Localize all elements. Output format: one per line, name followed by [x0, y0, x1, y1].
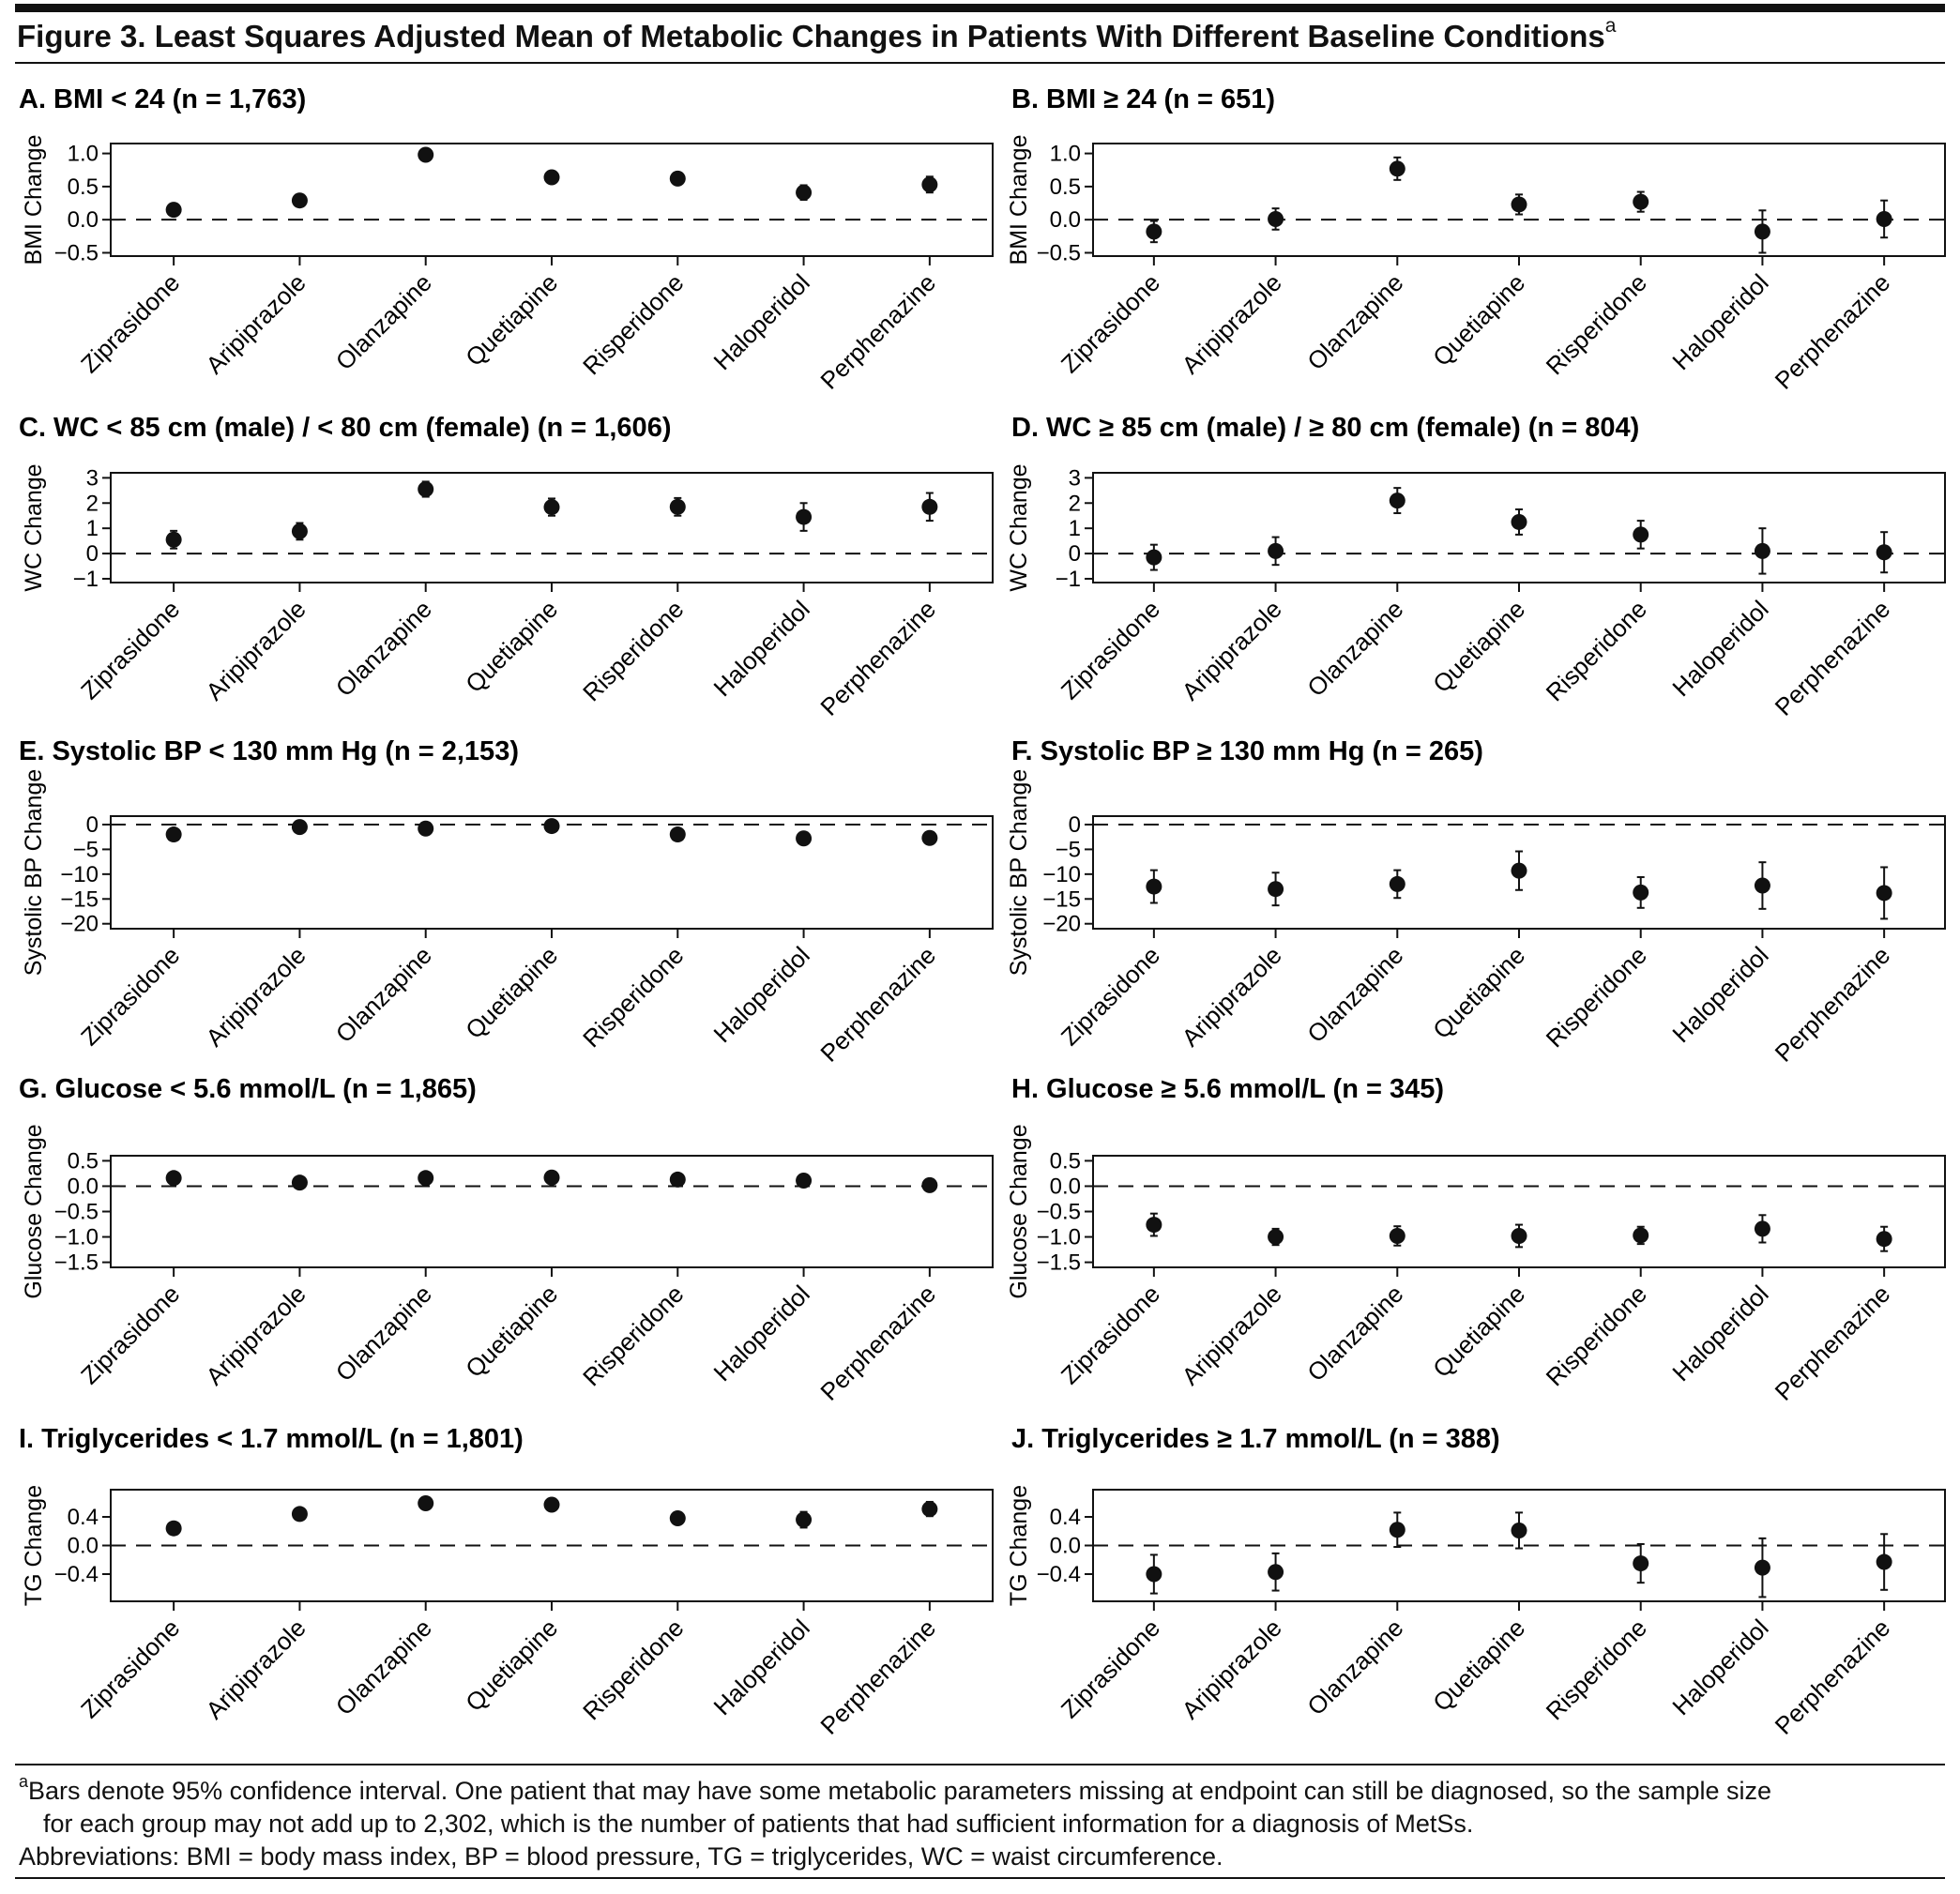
x-tick-label: Quetiapine: [460, 941, 564, 1045]
x-tick-label: Ziprasidone: [75, 1280, 186, 1390]
data-point: [1512, 1228, 1527, 1244]
data-point: [1146, 223, 1162, 239]
y-tick-label: −0.5: [53, 1199, 99, 1225]
data-point: [1146, 1217, 1162, 1233]
x-tick-label: Risperidone: [577, 941, 690, 1053]
y-tick-label: −0.5: [1036, 240, 1081, 266]
panel-title: C. WC < 85 cm (male) / < 80 cm (female) (n = 1,606): [19, 413, 672, 443]
y-tick-label: −5: [1055, 837, 1081, 863]
x-tick-label: Perphenazine: [1769, 595, 1896, 721]
x-tick-label: Olanzapine: [329, 1614, 437, 1721]
data-point: [921, 176, 937, 192]
data-point: [1390, 1228, 1405, 1244]
data-point: [292, 192, 308, 208]
data-point: [166, 532, 182, 548]
x-tick-label: Ziprasidone: [75, 1614, 186, 1724]
y-axis-title: BMI Change: [21, 134, 47, 265]
footnote-line-2: for each group may not add up to 2,302, which is the number of patients that had sufficient information for a diagnosis of MetSs.: [43, 1810, 1474, 1838]
y-axis-title: WC Change: [21, 463, 47, 592]
data-point: [1755, 878, 1770, 894]
x-tick-label: Haloperidol: [707, 1614, 815, 1721]
data-point: [292, 1506, 308, 1522]
y-tick-label: 0.5: [1049, 1148, 1081, 1174]
y-tick-label: 0: [1068, 541, 1081, 568]
x-tick-label: Risperidone: [577, 595, 690, 707]
data-point: [1268, 1229, 1284, 1245]
data-point: [670, 826, 686, 842]
data-point: [921, 499, 937, 515]
y-tick-label: −1: [72, 566, 99, 592]
data-point: [1755, 223, 1770, 239]
data-point: [418, 481, 433, 497]
figure-title-text: Figure 3. Least Squares Adjusted Mean of Metabolic Changes in Patients With Different Baseline Conditions: [17, 19, 1605, 53]
y-tick-label: −1.5: [1036, 1250, 1081, 1276]
y-tick-label: −15: [1042, 886, 1081, 913]
x-tick-label: Quetiapine: [460, 1280, 564, 1384]
x-tick-label: Perphenazine: [814, 595, 942, 721]
data-point: [292, 819, 308, 835]
x-tick-label: Ziprasidone: [75, 941, 186, 1052]
data-point: [418, 1495, 433, 1511]
x-tick-label: Risperidone: [1540, 1614, 1652, 1726]
plot-frame: [111, 473, 993, 583]
data-point: [1146, 1567, 1162, 1583]
data-point: [1268, 543, 1284, 559]
data-point: [1755, 1560, 1770, 1576]
data-point: [1755, 543, 1770, 559]
x-tick-label: Haloperidol: [707, 1280, 815, 1387]
footnote-line-1: Bars denote 95% confidence interval. One patient that may have some metabolic parameters missing at endpoint can still be diagnosed, so the sample size: [28, 1777, 1772, 1805]
panel-title: A. BMI < 24 (n = 1,763): [19, 84, 307, 114]
data-point: [921, 830, 937, 846]
y-tick-label: −20: [1042, 911, 1081, 937]
data-point: [544, 1497, 560, 1513]
x-tick-label: Ziprasidone: [75, 268, 186, 379]
x-tick-label: Ziprasidone: [75, 595, 186, 705]
x-tick-label: Olanzapine: [1301, 595, 1409, 703]
y-tick-label: −15: [60, 886, 99, 913]
data-point: [544, 818, 560, 834]
data-point: [166, 1170, 182, 1186]
x-tick-label: Risperidone: [1540, 595, 1652, 707]
data-point: [921, 1177, 937, 1193]
data-point: [796, 1512, 812, 1528]
footnote-top-rule: [15, 1764, 1945, 1765]
y-tick-label: 0.0: [1049, 1533, 1081, 1559]
x-tick-label: Olanzapine: [1301, 1614, 1409, 1721]
x-tick-label: Quetiapine: [460, 595, 564, 699]
x-tick-label: Quetiapine: [1427, 1614, 1531, 1718]
footnote: [19, 1768, 1933, 1873]
data-point: [670, 499, 686, 515]
panel-title: G. Glucose < 5.6 mmol/L (n = 1,865): [19, 1074, 477, 1104]
data-point: [418, 821, 433, 837]
y-tick-label: 0.5: [1049, 174, 1081, 200]
x-tick-label: Aripiprazole: [200, 268, 311, 380]
panel-title: H. Glucose ≥ 5.6 mmol/L (n = 345): [1011, 1074, 1444, 1104]
x-tick-label: Haloperidol: [707, 268, 815, 376]
x-tick-label: Risperidone: [577, 1614, 690, 1726]
data-point: [1876, 1554, 1892, 1570]
panel-f: [1006, 736, 1945, 1068]
plot-frame: [111, 144, 993, 256]
data-point: [418, 147, 433, 163]
y-tick-label: 0.0: [67, 1533, 99, 1559]
plot-frame: [1093, 1156, 1945, 1267]
y-axis-title: Systolic BP Change: [21, 768, 47, 977]
x-tick-label: Olanzapine: [329, 595, 437, 703]
x-tick-label: Perphenazine: [814, 268, 942, 395]
x-tick-label: Quetiapine: [460, 1614, 564, 1718]
data-point: [1512, 1523, 1527, 1538]
data-point: [1390, 876, 1405, 892]
x-tick-label: Quetiapine: [1427, 941, 1531, 1045]
data-point: [1512, 196, 1527, 212]
panel-i: [19, 1424, 993, 1740]
footnote-bottom-rule: [15, 1877, 1945, 1879]
x-tick-label: Aripiprazole: [200, 595, 311, 706]
x-tick-label: Risperidone: [1540, 941, 1652, 1053]
x-tick-label: Perphenazine: [1769, 941, 1896, 1068]
x-tick-label: Aripiprazole: [1176, 1614, 1287, 1725]
data-point: [1876, 211, 1892, 227]
x-tick-label: Haloperidol: [1666, 941, 1774, 1049]
y-tick-label: 0: [85, 541, 99, 568]
panel-b: [1006, 84, 1945, 395]
y-tick-label: −0.5: [53, 240, 99, 266]
y-tick-label: 0.0: [1049, 207, 1081, 234]
data-point: [796, 509, 812, 525]
data-point: [166, 1521, 182, 1537]
footnote-marker: a: [19, 1772, 29, 1791]
y-tick-label: −1: [1055, 566, 1081, 592]
data-point: [1512, 514, 1527, 530]
x-tick-label: Aripiprazole: [200, 1614, 311, 1725]
data-point: [670, 1172, 686, 1188]
data-point: [166, 202, 182, 218]
panel-title: D. WC ≥ 85 cm (male) / ≥ 80 cm (female) (n = 804): [1011, 413, 1640, 443]
x-tick-label: Haloperidol: [707, 595, 815, 703]
x-tick-label: Ziprasidone: [1055, 1280, 1166, 1390]
x-tick-label: Olanzapine: [1301, 1280, 1409, 1387]
x-tick-label: Olanzapine: [329, 268, 437, 376]
y-tick-label: 3: [1068, 465, 1081, 492]
x-tick-label: Perphenazine: [814, 941, 942, 1068]
data-point: [1512, 863, 1527, 879]
x-tick-label: Perphenazine: [814, 1614, 942, 1740]
data-point: [670, 171, 686, 187]
y-axis-title: WC Change: [1006, 463, 1032, 592]
data-point: [796, 830, 812, 846]
y-tick-label: 0.0: [67, 1174, 99, 1200]
x-tick-label: Risperidone: [1540, 268, 1652, 381]
data-point: [1876, 1231, 1892, 1247]
data-point: [1633, 1555, 1649, 1571]
y-tick-label: −10: [60, 861, 99, 887]
y-tick-label: 0.0: [1049, 1174, 1081, 1200]
y-axis-title: TG Change: [1006, 1484, 1032, 1607]
data-point: [1268, 1564, 1284, 1580]
y-tick-label: 0.5: [67, 174, 99, 200]
x-tick-label: Haloperidol: [707, 941, 815, 1049]
y-tick-label: −0.5: [1036, 1199, 1081, 1225]
x-tick-label: Ziprasidone: [1055, 1614, 1166, 1724]
x-tick-label: Quetiapine: [1427, 268, 1531, 372]
y-tick-label: 0.5: [67, 1148, 99, 1174]
y-tick-label: 0.4: [1049, 1504, 1081, 1530]
x-tick-label: Risperidone: [577, 1280, 690, 1392]
data-point: [670, 1510, 686, 1526]
data-point: [1146, 550, 1162, 566]
y-axis-title: Glucose Change: [1006, 1124, 1032, 1299]
x-tick-label: Olanzapine: [329, 941, 437, 1049]
x-tick-label: Quetiapine: [460, 268, 564, 372]
panel-g: [19, 1074, 993, 1406]
x-tick-label: Perphenazine: [1769, 268, 1896, 395]
x-tick-label: Aripiprazole: [200, 941, 311, 1053]
data-point: [292, 523, 308, 539]
x-tick-label: Olanzapine: [1301, 941, 1409, 1049]
data-point: [1390, 160, 1405, 176]
y-tick-label: 3: [85, 465, 99, 492]
data-point: [544, 1170, 560, 1186]
y-tick-label: 1: [85, 516, 99, 542]
data-point: [796, 185, 812, 201]
x-tick-label: Aripiprazole: [200, 1280, 311, 1391]
panel-c: [19, 413, 993, 721]
data-point: [1268, 881, 1284, 897]
y-tick-label: −0.4: [1036, 1562, 1081, 1588]
x-tick-label: Aripiprazole: [1176, 595, 1287, 706]
x-tick-label: Risperidone: [577, 268, 690, 381]
x-tick-label: Ziprasidone: [1055, 268, 1166, 379]
x-tick-label: Haloperidol: [1666, 1614, 1774, 1721]
panel-h: [1006, 1074, 1945, 1406]
data-point: [544, 499, 560, 515]
x-tick-label: Olanzapine: [329, 1280, 437, 1387]
y-tick-label: −20: [60, 911, 99, 937]
x-tick-label: Olanzapine: [1301, 268, 1409, 376]
panel-title: J. Triglycerides ≥ 1.7 mmol/L (n = 388): [1011, 1424, 1500, 1454]
x-tick-label: Aripiprazole: [1176, 268, 1287, 380]
y-axis-title: BMI Change: [1006, 134, 1032, 265]
x-tick-label: Aripiprazole: [1176, 941, 1287, 1053]
data-point: [418, 1170, 433, 1186]
y-tick-label: 2: [1068, 491, 1081, 517]
data-point: [1390, 492, 1405, 508]
x-tick-label: Aripiprazole: [1176, 1280, 1287, 1391]
data-point: [1633, 1227, 1649, 1243]
y-tick-label: 0: [85, 811, 99, 838]
panel-title: I. Triglycerides < 1.7 mmol/L (n = 1,801): [19, 1424, 524, 1454]
panel-a: [19, 84, 993, 395]
x-tick-label: Quetiapine: [1427, 595, 1531, 699]
y-tick-label: 1.0: [67, 141, 99, 167]
data-point: [1146, 879, 1162, 895]
y-tick-label: 1: [1068, 516, 1081, 542]
data-point: [1633, 194, 1649, 210]
y-axis-title: Glucose Change: [21, 1124, 47, 1299]
panel-title: E. Systolic BP < 130 mm Hg (n = 2,153): [19, 736, 519, 766]
y-tick-label: −1.5: [53, 1250, 99, 1276]
y-tick-label: 1.0: [1049, 141, 1081, 167]
x-tick-label: Perphenazine: [1769, 1614, 1896, 1740]
y-tick-label: −5: [72, 837, 99, 863]
x-tick-label: Perphenazine: [1769, 1280, 1896, 1406]
y-tick-label: 0.4: [67, 1504, 99, 1530]
y-axis-title: TG Change: [21, 1484, 47, 1607]
x-tick-label: Haloperidol: [1666, 595, 1774, 703]
x-tick-label: Ziprasidone: [1055, 595, 1166, 705]
panel-j: [1006, 1424, 1945, 1740]
data-point: [1876, 544, 1892, 560]
data-point: [921, 1501, 937, 1517]
data-point: [544, 170, 560, 186]
figure-title-superscript: a: [1604, 15, 1617, 37]
y-axis-title: Systolic BP Change: [1006, 768, 1032, 977]
y-tick-label: −1.0: [53, 1224, 99, 1250]
panel-title: F. Systolic BP ≥ 130 mm Hg (n = 265): [1011, 736, 1483, 766]
x-tick-label: Quetiapine: [1427, 1280, 1531, 1384]
data-point: [1633, 526, 1649, 542]
data-point: [1755, 1220, 1770, 1236]
panel-d: [1006, 413, 1945, 721]
x-tick-label: Perphenazine: [814, 1280, 942, 1406]
y-tick-label: 0: [1068, 811, 1081, 838]
panel-e: [19, 736, 993, 1068]
data-point: [1390, 1522, 1405, 1538]
x-tick-label: Risperidone: [1540, 1280, 1652, 1392]
x-tick-label: Ziprasidone: [1055, 941, 1166, 1052]
y-tick-label: 2: [85, 491, 99, 517]
data-point: [1268, 211, 1284, 227]
panel-title: B. BMI ≥ 24 (n = 651): [1011, 84, 1276, 114]
x-tick-label: Haloperidol: [1666, 268, 1774, 376]
data-point: [166, 826, 182, 842]
footnote-abbreviations: Abbreviations: BMI = body mass index, BP = blood pressure, TG = triglycerides, WC = waist circumference.: [19, 1842, 1223, 1871]
data-point: [796, 1173, 812, 1189]
y-tick-label: −10: [1042, 861, 1081, 887]
y-tick-label: −0.4: [53, 1562, 99, 1588]
data-point: [1633, 885, 1649, 901]
y-tick-label: 0.0: [67, 207, 99, 234]
data-point: [292, 1174, 308, 1190]
y-tick-label: −1.0: [1036, 1224, 1081, 1250]
x-tick-label: Haloperidol: [1666, 1280, 1774, 1387]
data-point: [1876, 885, 1892, 901]
